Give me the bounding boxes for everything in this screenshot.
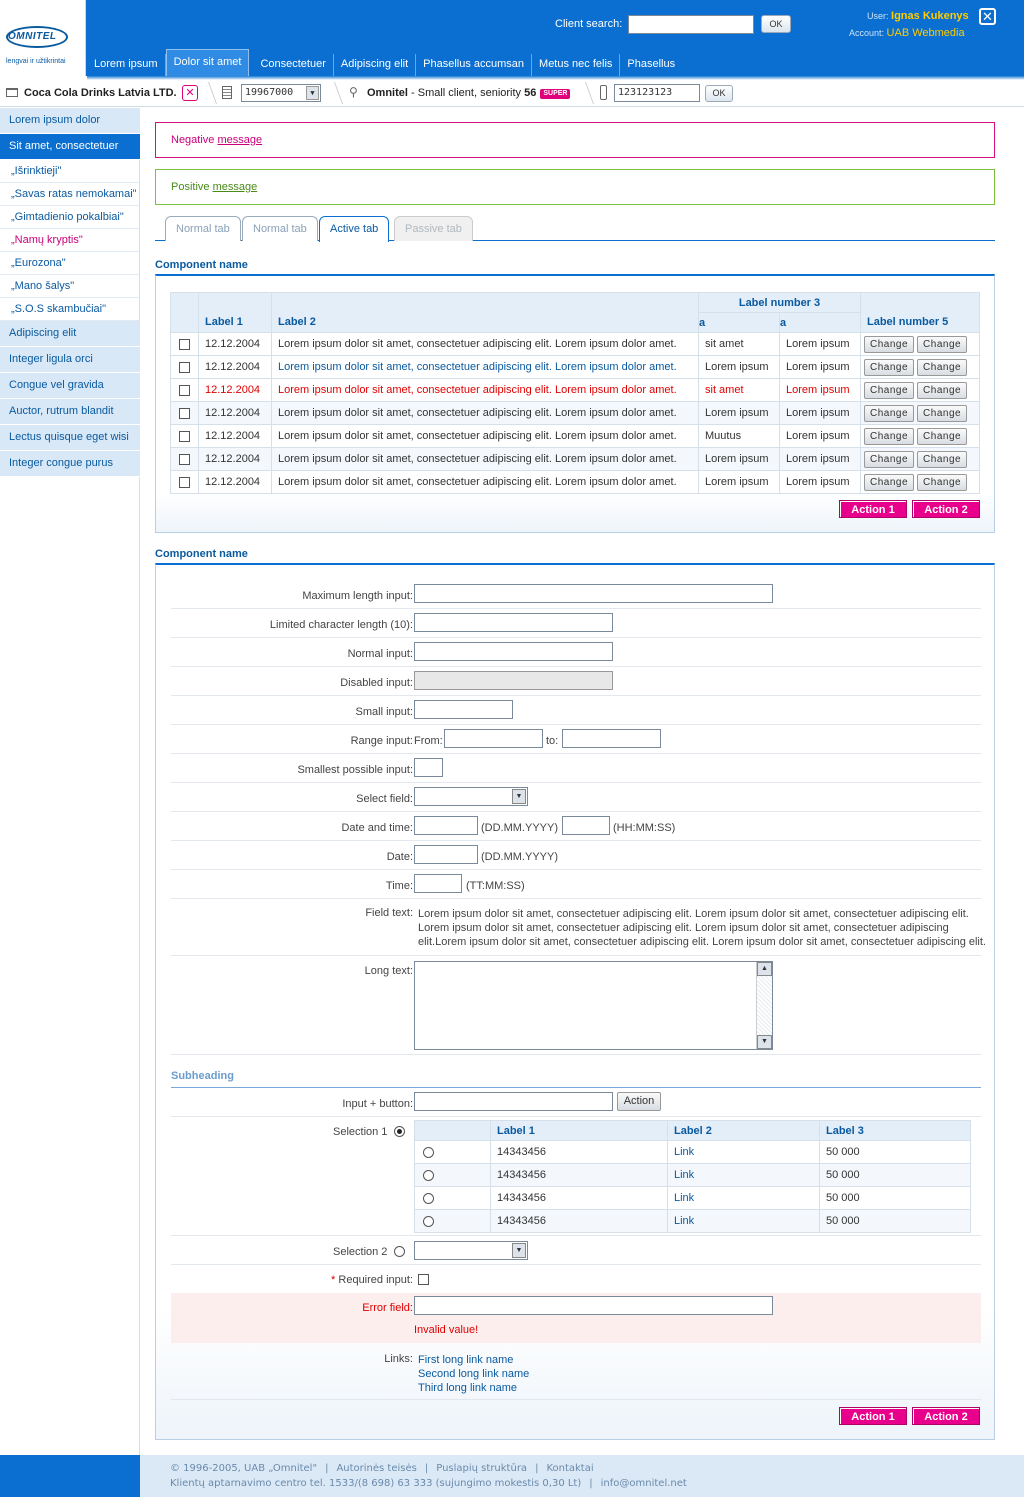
input-with-button[interactable] <box>414 1092 613 1111</box>
positive-message-link[interactable]: message <box>212 181 258 193</box>
cell-date: 12.12.2004 <box>199 333 272 356</box>
table-row[interactable] <box>415 1141 971 1164</box>
time-format-hint: (HH:MM:SS) <box>613 822 676 834</box>
sidebar-subitem[interactable]: „Eurozona" <box>0 252 139 275</box>
top-navigation <box>87 49 682 76</box>
row-select-cell <box>171 448 199 471</box>
required-label-text: Required input: <box>335 1274 413 1286</box>
component-title: Component name <box>155 259 248 271</box>
selection-table-header-radio <box>415 1121 491 1141</box>
selection-2-label: Selection 2 <box>333 1246 388 1258</box>
operator-desc: - Small client, seniority <box>407 87 525 99</box>
phone-number-input[interactable]: 123123123 <box>614 84 700 102</box>
sidebar-item[interactable]: Auctor, rutrum blandit <box>0 399 140 425</box>
form-row <box>171 899 986 956</box>
change-button[interactable]: Change <box>864 474 914 491</box>
subheading-bar <box>171 1070 981 1088</box>
small-input-label: Small input: <box>355 706 413 718</box>
range-input-label: Range input: <box>350 735 413 747</box>
cell-actions <box>861 448 980 471</box>
topnav-item[interactable]: Lorem ipsum <box>87 54 166 76</box>
row-radio-cell <box>415 1164 491 1187</box>
cell-link[interactable]: Link <box>668 1141 820 1164</box>
account-info <box>849 27 965 39</box>
input-button-label: Input + button: <box>342 1098 413 1110</box>
contract-select-value: 19967000 <box>245 87 294 98</box>
action-1-button[interactable]: Action 1 <box>839 1407 907 1425</box>
max-length-input[interactable] <box>414 584 773 603</box>
cell-actions <box>861 356 980 379</box>
long-link[interactable]: Third long link name <box>418 1382 518 1394</box>
selection-2-radio[interactable] <box>394 1246 405 1257</box>
cell-c4: Lorem ipsum <box>780 333 861 356</box>
logout-close-icon[interactable]: ✕ <box>979 8 996 25</box>
sidebar-subitem[interactable]: „Namų kryptis" <box>0 229 139 252</box>
cell-date: 12.12.2004 <box>199 448 272 471</box>
header <box>0 0 1024 76</box>
change-button[interactable]: Change <box>864 359 914 376</box>
cell-date: 12.12.2004 <box>199 425 272 448</box>
change-button[interactable]: Change <box>864 451 914 468</box>
form-row <box>171 609 981 638</box>
user-name: Ignas Kukenys <box>891 10 969 22</box>
footer-contacts-link[interactable]: Kontaktai <box>546 1463 594 1474</box>
selection-table <box>414 1120 971 1233</box>
long-link[interactable]: Second long link name <box>418 1368 530 1380</box>
change-button[interactable]: Change <box>864 428 914 445</box>
range-to-input[interactable] <box>562 729 661 748</box>
selection-2-select[interactable] <box>414 1241 528 1260</box>
cell-date: 12.12.2004 <box>199 356 272 379</box>
footer-structure-link[interactable]: Puslapių struktūra <box>436 1463 528 1474</box>
cell-number: 14343456 <box>491 1187 668 1210</box>
row-checkbox[interactable] <box>179 477 190 488</box>
sidebar-subitem[interactable]: „S.O.S skambučiai" <box>0 298 139 321</box>
table-header-label2[interactable]: Label 2 <box>272 293 699 333</box>
field-text-line: Lorem ipsum dolor sit amet, consectetuer adipiscing elit. Lorem ipsum dolor sit amet, consectetuer adipiscing <box>418 922 949 934</box>
footer-line-2: Klientų aptarnavimo centro tel. 1533/(8 698) 63 333 (sujungimo mokestis 0,30 Lt) | info@omnitel.net <box>170 1478 687 1489</box>
footer-left-block <box>0 1455 140 1497</box>
row-radio[interactable] <box>423 1193 434 1204</box>
logo-text: OMNITEL <box>8 31 57 42</box>
limited-length-input[interactable] <box>414 613 613 632</box>
table-header-label1[interactable]: Label 1 <box>199 293 272 333</box>
footer <box>0 1455 1024 1497</box>
client-search-label: Client search: <box>555 18 623 30</box>
account-label: Account: <box>849 28 885 38</box>
select-field-label: Select field: <box>356 793 413 805</box>
row-checkbox[interactable] <box>179 454 190 465</box>
row-checkbox[interactable] <box>179 408 190 419</box>
select-field[interactable] <box>414 787 528 806</box>
cell-c3: sit amet <box>699 333 780 356</box>
time-input[interactable] <box>562 816 610 835</box>
cell-text: Lorem ipsum dolor sit amet, consectetuer adipiscing elit. Lorem ipsum dolor amet. <box>272 471 699 494</box>
row-radio[interactable] <box>423 1147 434 1158</box>
cell-c3: Lorem ipsum <box>699 448 780 471</box>
required-checkbox[interactable] <box>418 1274 429 1285</box>
cell-c4: Lorem ipsum <box>780 471 861 494</box>
cell-text: Lorem ipsum dolor sit amet, consectetuer adipiscing elit. Lorem ipsum dolor amet. <box>272 333 699 356</box>
component-form-box <box>155 563 995 1440</box>
form-row <box>171 1343 981 1400</box>
change-button[interactable]: Change <box>917 336 967 353</box>
cell-link[interactable]: Link <box>668 1210 820 1233</box>
super-badge: SUPER <box>540 89 570 99</box>
cell-c3: Lorem ipsum <box>699 402 780 425</box>
limited-length-label: Limited character length (10): <box>269 619 413 631</box>
cell-number: 14343456 <box>491 1210 668 1233</box>
field-text-value <box>418 907 986 949</box>
cell-c4: Lorem ipsum <box>780 356 861 379</box>
form-row <box>171 754 981 783</box>
form-row <box>171 696 981 725</box>
range-from-input[interactable] <box>444 729 543 748</box>
date-format-hint: (DD.MM.YYYY) <box>481 851 558 863</box>
sidebar-item[interactable]: Integer congue purus <box>0 451 140 477</box>
topnav-item[interactable]: Phasellus accumsan <box>416 54 532 76</box>
tab-bar <box>155 216 995 241</box>
context-bar <box>0 80 1024 107</box>
long-link[interactable]: First long link name <box>418 1354 514 1366</box>
change-button[interactable]: Change <box>917 474 967 491</box>
change-button[interactable]: Change <box>917 451 967 468</box>
footer-line-1: © 1996-2005, UAB „Omnitel" | Autorinės teisės | Puslapių struktūra | Kontaktai <box>170 1463 594 1474</box>
selection-1-radio[interactable] <box>394 1126 405 1137</box>
component-table-box <box>155 274 995 533</box>
sidebar-item[interactable]: Lectus quisque eget wisi <box>0 425 140 451</box>
change-button[interactable]: Change <box>864 382 914 399</box>
cell-actions <box>861 425 980 448</box>
form-row <box>171 1265 981 1293</box>
form-row <box>171 812 981 841</box>
form-row <box>171 783 981 812</box>
table-row[interactable] <box>171 402 980 425</box>
subheading: Subheading <box>171 1070 234 1082</box>
row-radio[interactable] <box>423 1170 434 1181</box>
breadcrumb-separator <box>325 82 343 104</box>
table-row[interactable] <box>171 471 980 494</box>
footer-rights-link[interactable]: Autorinės teisės <box>336 1463 417 1474</box>
range-from-label: From: <box>414 735 443 747</box>
scroll-down-icon[interactable]: ▼ <box>757 1035 772 1049</box>
table-header-select <box>171 293 199 333</box>
breadcrumb-separator <box>199 82 217 104</box>
company-icon <box>6 88 18 97</box>
row-checkbox[interactable] <box>179 362 190 373</box>
footer-copyright: © 1996-2005, UAB „Omnitel" <box>170 1463 318 1474</box>
cell-amount: 50 000 <box>820 1164 971 1187</box>
error-message: Invalid value! <box>414 1324 479 1336</box>
cell-c4: Lorem ipsum <box>780 425 861 448</box>
user-label: User: <box>867 11 889 21</box>
chevron-down-icon: ▼ <box>512 1243 526 1258</box>
row-radio-cell <box>415 1210 491 1233</box>
error-field-label: Error field: <box>362 1302 413 1314</box>
account-name[interactable]: UAB Webmedia <box>886 27 965 39</box>
cell-actions <box>861 471 980 494</box>
client-search-ok-button[interactable]: OK <box>761 15 791 33</box>
cell-c3: sit amet <box>699 379 780 402</box>
row-select-cell <box>171 356 199 379</box>
row-select-cell <box>171 379 199 402</box>
action-1-button[interactable]: Action 1 <box>839 500 907 518</box>
positive-message <box>155 169 995 205</box>
max-length-label: Maximum length input: <box>302 590 413 602</box>
error-field-input[interactable] <box>414 1296 773 1315</box>
topnav-item[interactable]: Adipiscing elit <box>334 54 416 76</box>
negative-message-text: Negative <box>171 134 218 146</box>
sidebar-item[interactable]: Adipiscing elit <box>0 321 140 347</box>
cell-text: Lorem ipsum dolor sit amet, consectetuer adipiscing elit. Lorem ipsum dolor amet. <box>272 448 699 471</box>
row-select-cell <box>171 333 199 356</box>
table-row[interactable] <box>171 356 980 379</box>
smallest-input[interactable] <box>414 758 443 777</box>
contract-select[interactable] <box>241 84 321 102</box>
form-row <box>171 580 981 609</box>
data-table <box>170 292 980 494</box>
table-row[interactable] <box>171 425 980 448</box>
cell-c4: Lorem ipsum <box>780 448 861 471</box>
cell-date: 12.12.2004 <box>199 379 272 402</box>
row-radio-cell <box>415 1141 491 1164</box>
sidebar-item[interactable]: Congue vel gravida <box>0 373 140 399</box>
cell-actions <box>861 333 980 356</box>
cell-c3: Lorem ipsum <box>699 356 780 379</box>
date-label: Date: <box>386 851 413 863</box>
cell-c3: Lorem ipsum <box>699 471 780 494</box>
table-row[interactable] <box>415 1187 971 1210</box>
long-text-area[interactable] <box>414 961 773 1050</box>
cell-amount: 50 000 <box>820 1187 971 1210</box>
table-header-label5[interactable]: Label number 5 <box>861 293 980 333</box>
cell-number: 14343456 <box>491 1164 668 1187</box>
sidebar-subitem[interactable]: „Mano šalys" <box>0 275 139 298</box>
cell-text: Lorem ipsum dolor sit amet, consectetuer adipiscing elit. Lorem ipsum dolor amet. <box>272 379 699 402</box>
sidebar-subitem[interactable]: „Išrinktieji" <box>0 160 139 183</box>
sidebar-item[interactable]: Sit amet, consectetuer <box>0 134 140 160</box>
row-select-cell <box>171 425 199 448</box>
links-label: Links: <box>384 1353 413 1365</box>
sidebar-subitem[interactable]: „Savas ratas nemokamai" <box>0 183 139 206</box>
date-only-input[interactable] <box>414 845 478 864</box>
smallest-input-label: Smallest possible input: <box>297 764 413 776</box>
cell-amount: 50 000 <box>820 1210 971 1233</box>
cell-date: 12.12.2004 <box>199 402 272 425</box>
action-2-button[interactable]: Action 2 <box>912 500 980 518</box>
negative-message-link[interactable]: message <box>217 134 263 146</box>
time-only-input[interactable] <box>414 874 462 893</box>
change-button[interactable]: Change <box>917 359 967 376</box>
operator-name: Omnitel <box>367 87 408 99</box>
cell-text: Lorem ipsum dolor sit amet, consectetuer adipiscing elit. Lorem ipsum dolor amet. <box>272 402 699 425</box>
selection-table-header-2[interactable]: Label 2 <box>668 1121 820 1141</box>
normal-input-label: Normal input: <box>347 648 413 660</box>
selection-1-label: Selection 1 <box>333 1126 388 1138</box>
form-row <box>171 1236 981 1265</box>
row-select-cell <box>171 402 199 425</box>
tab-passive: Passive tab <box>394 216 473 241</box>
change-button[interactable]: Change <box>864 336 914 353</box>
topnav-item[interactable]: Consectetuer <box>253 54 333 76</box>
table-row[interactable] <box>171 448 980 471</box>
company-close-icon[interactable]: ✕ <box>182 85 198 101</box>
links-list <box>418 1353 529 1395</box>
disabled-input <box>414 671 613 690</box>
cell-actions <box>861 379 980 402</box>
time-format-hint: (TT:MM:SS) <box>466 880 525 892</box>
field-text-label: Field text: <box>365 907 413 919</box>
negative-message <box>155 122 995 158</box>
cell-actions <box>861 402 980 425</box>
form-row <box>171 956 981 1055</box>
sidebar-subitem[interactable]: „Gimtadienio pokalbiai" <box>0 206 139 229</box>
form-row <box>171 1117 981 1236</box>
breadcrumb-separator <box>576 82 594 104</box>
change-button[interactable]: Change <box>917 428 967 445</box>
client-search-input[interactable] <box>628 15 754 34</box>
scrollbar[interactable] <box>756 962 772 1049</box>
required-star: * <box>331 1274 336 1286</box>
normal-input[interactable] <box>414 642 613 661</box>
form-row <box>171 667 981 696</box>
cell-text: Lorem ipsum dolor sit amet, consectetuer adipiscing elit. Lorem ipsum dolor amet. <box>272 425 699 448</box>
seniority-value: 56 <box>524 87 537 99</box>
disabled-input-label: Disabled input: <box>340 677 413 689</box>
small-input[interactable] <box>414 700 513 719</box>
sidebar-item[interactable]: Integer ligula orci <box>0 347 140 373</box>
cell-link[interactable]: Link <box>668 1164 820 1187</box>
topnav-item[interactable]: Dolor sit amet <box>166 49 250 76</box>
change-button[interactable]: Change <box>917 382 967 399</box>
date-format-hint: (DD.MM.YYYY) <box>481 822 558 834</box>
selection-table-header-3[interactable]: Label 3 <box>820 1121 971 1141</box>
cell-date: 12.12.2004 <box>199 471 272 494</box>
phone-icon <box>600 85 607 100</box>
table-header-label3[interactable]: Label number 3 <box>699 293 861 313</box>
cell-text: Lorem ipsum dolor sit amet, consectetuer adipiscing elit. Lorem ipsum dolor amet. <box>272 356 699 379</box>
cell-link[interactable]: Link <box>668 1187 820 1210</box>
required-input-label <box>331 1274 413 1286</box>
positive-message-text: Positive <box>171 181 213 193</box>
component-title: Component name <box>155 548 248 560</box>
row-checkbox[interactable] <box>179 339 190 350</box>
user-info <box>867 10 969 22</box>
cell-c3: Muutus <box>699 425 780 448</box>
sidebar <box>0 108 140 1455</box>
table-row[interactable] <box>415 1210 971 1233</box>
long-text-label: Long text: <box>364 965 413 977</box>
chevron-down-icon: ▼ <box>306 86 319 100</box>
selection-table-header-1[interactable]: Label 1 <box>491 1121 668 1141</box>
date-input[interactable] <box>414 816 478 835</box>
row-radio[interactable] <box>423 1216 434 1227</box>
field-text-line: elit.Lorem ipsum dolor sit amet, consectetuer adipiscing elit. Lorem ipsum dolor sit amet, consectetuer adipiscing elit. <box>418 936 986 948</box>
form-row <box>171 1088 981 1117</box>
sidebar-item[interactable]: Lorem ipsum dolor <box>0 108 140 134</box>
error-row <box>171 1293 981 1343</box>
footer-service-phone: Klientų aptarnavimo centro tel. 1533/(8 698) 63 333 (sujungimo mokestis 0,30 Lt) <box>170 1478 582 1489</box>
chevron-down-icon: ▼ <box>512 789 526 804</box>
context-company-name: Coca Cola Drinks Latvia LTD. <box>24 87 177 99</box>
field-text-line: Lorem ipsum dolor sit amet, consectetuer adipiscing elit. Lorem ipsum dolor sit amet, consectetuer adipiscing elit. <box>418 908 969 920</box>
form-row <box>171 725 981 754</box>
time-label: Time: <box>385 880 413 892</box>
tab-active[interactable]: Active tab <box>319 216 389 242</box>
table-subheader-a: a <box>780 313 861 333</box>
operator-info <box>367 87 570 99</box>
form-row <box>171 841 981 870</box>
form-row <box>171 638 981 667</box>
tab-normal[interactable]: Normal tab <box>165 216 241 241</box>
row-select-cell <box>171 471 199 494</box>
logo[interactable] <box>0 0 86 76</box>
contract-document-icon <box>222 86 232 99</box>
range-to-label: to: <box>546 735 559 747</box>
cell-c4: Lorem ipsum <box>780 402 861 425</box>
action-2-button[interactable]: Action 2 <box>912 1407 980 1425</box>
footer-email-link[interactable]: info@omnitel.net <box>600 1478 687 1489</box>
cell-amount: 50 000 <box>820 1141 971 1164</box>
input-action-button[interactable]: Action <box>617 1092 661 1111</box>
tab-normal[interactable]: Normal tab <box>242 216 318 241</box>
row-checkbox[interactable] <box>179 385 190 396</box>
scroll-up-icon[interactable]: ▲ <box>757 962 772 976</box>
table-row[interactable] <box>171 379 980 402</box>
table-row[interactable] <box>415 1164 971 1187</box>
table-subheader-a: a <box>699 313 780 333</box>
form-row <box>171 870 981 899</box>
logo-tagline: lengvai ir užtikrintai <box>6 58 66 65</box>
change-button[interactable]: Change <box>917 405 967 422</box>
antenna-icon: ⚲ <box>349 85 358 99</box>
table-row[interactable] <box>171 333 980 356</box>
row-radio-cell <box>415 1187 491 1210</box>
datetime-label: Date and time: <box>341 822 413 834</box>
phone-ok-button[interactable]: OK <box>705 85 733 102</box>
row-checkbox[interactable] <box>179 431 190 442</box>
topnav-item[interactable]: Metus nec felis <box>532 54 620 76</box>
topnav-item[interactable]: Phasellus <box>627 58 676 70</box>
change-button[interactable]: Change <box>864 405 914 422</box>
cell-number: 14343456 <box>491 1141 668 1164</box>
cell-c4: Lorem ipsum <box>780 379 861 402</box>
